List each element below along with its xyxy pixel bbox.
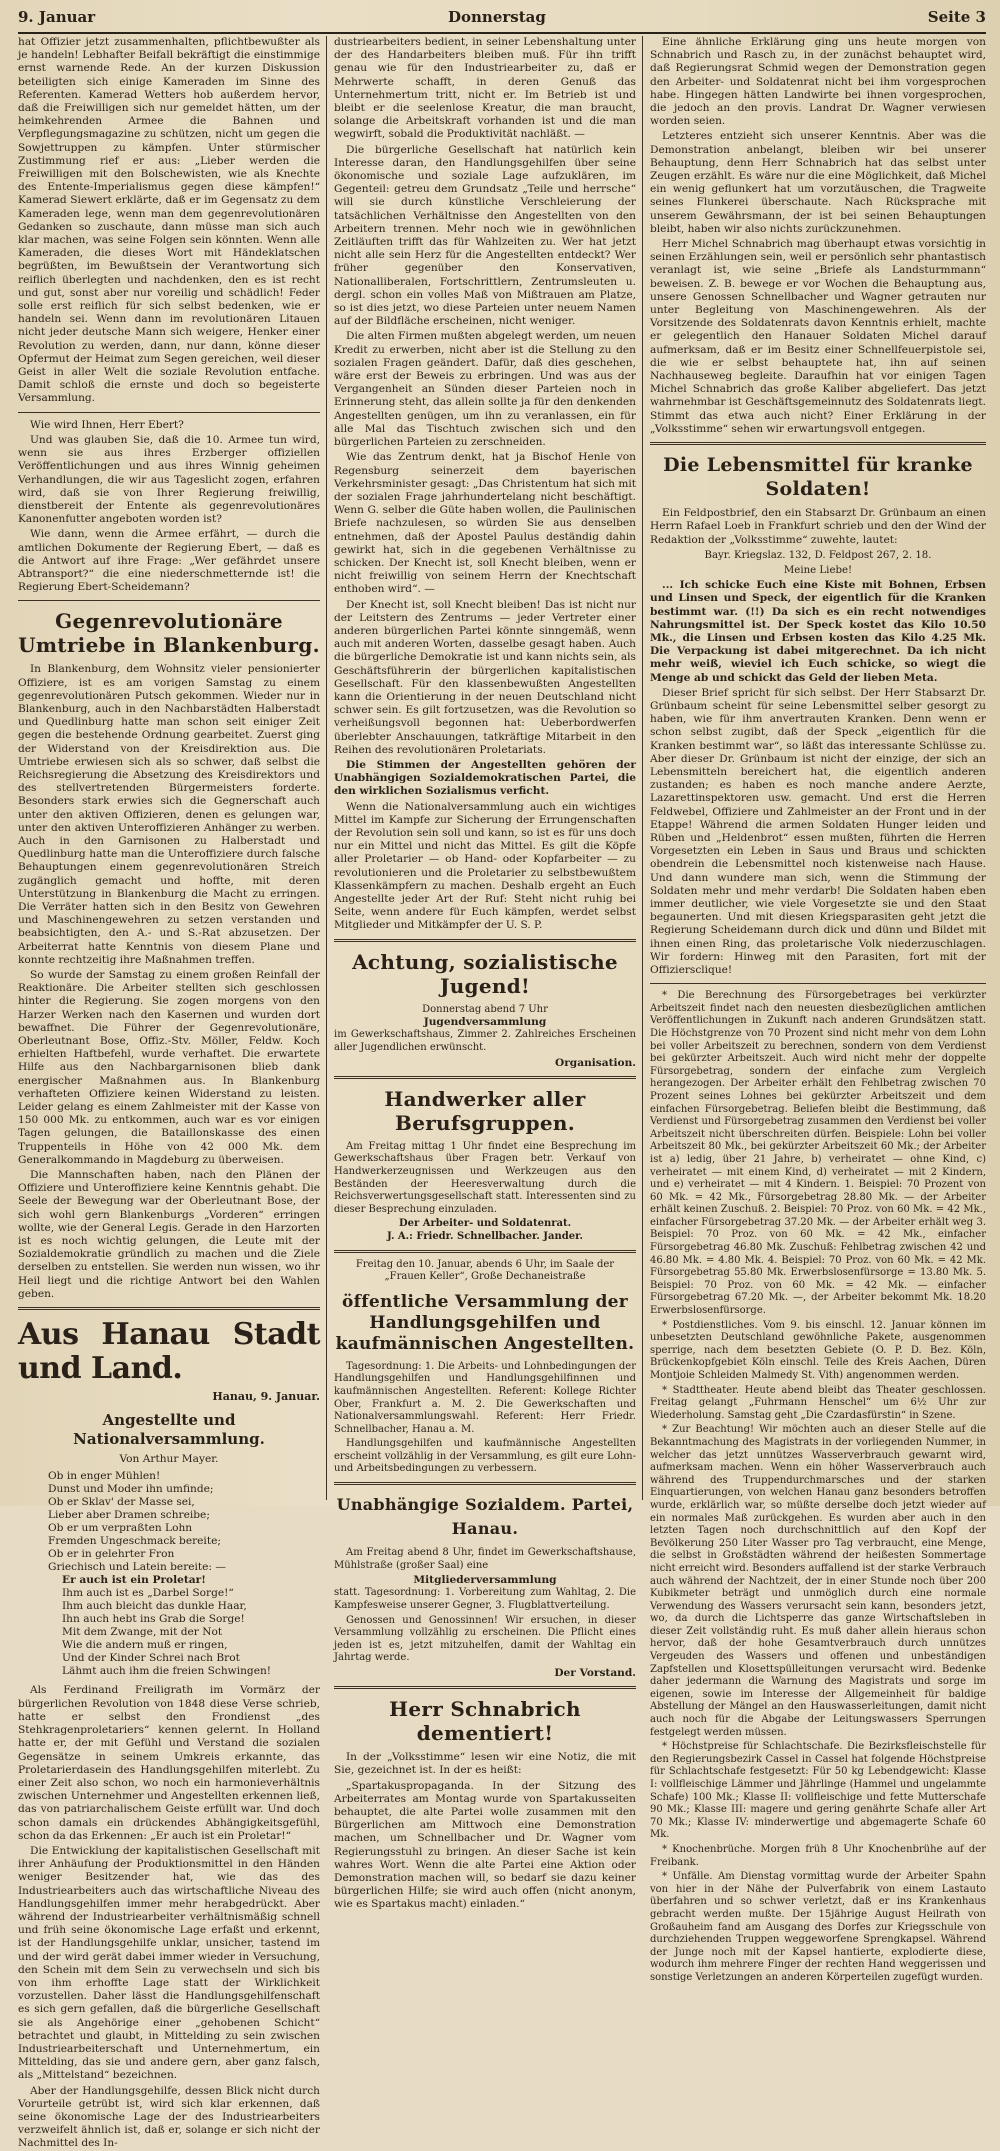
headline-jugend: Achtung, sozialistische Jugend! bbox=[352, 949, 618, 998]
letter-header: Bayr. Kriegslaz. 132, D. Feldpost 267, 2. 18. bbox=[704, 549, 932, 561]
poem-line: Griechisch und Latein bereite: — bbox=[48, 1561, 226, 1574]
headline-schnabrich: Herr Schnabrich dementiert! bbox=[389, 1697, 581, 1746]
column-3 bbox=[650, 36, 986, 1983]
local-notice: * Höchstpreise für Schlachtschafe. Die Bezirksfleischstelle für den Regierungsbezirk Cassel in Cassel hat folgende Höchstpreise für Schlachtschafe festgesetzt: Für 50 kg Lebendgewicht: Klasse I: vollfleischige Lämmer und Jährlinge (Hammel und ungelammte Schafe) 100 Mk.; Klasse II: vollfleischige und fette Mutterschafe 90 Mk.; Klasse III: magere und gering genährte Schafe aller Art 70 Mk.; Klasse IV: minderwertige und abgemagerte Schafe 60 Mk. bbox=[650, 1741, 986, 1841]
poem-line: Wie die andern muß er ringen, bbox=[62, 1639, 228, 1652]
header-date: 9. Januar bbox=[18, 8, 96, 26]
notice-signature: J. A.: Friedr. Schnellbacher. Jander. bbox=[387, 1230, 583, 1242]
headline-blankenburg: Gegenrevolutionäre Umtriebe in Blankenburg. bbox=[18, 609, 320, 658]
article-paragraph: Die Entwicklung der kapitalistischen Gesellschaft mit ihrer Anhäufung der Produktionsmittel in den Händen weniger Besitzender hat, wie das des Industriearbeiters auch das wirtschaftliche Niveau des Handlungsgehilfen immer mehr herabgedrückt. Aber während der Industriearbeiter verhältnismäßig schnell und früh seine ökonomische Lage erfaßt und erkennt, ist der Handlungsgehilfe unklar, unsicher, tastend im und der wird gerät dabei immer wieder in Versuchung, den Schein mit dem Sein zu verwechseln und sich bis von ihm erhoffte Lage statt der Wirklichkeit vorzustellen. Daher lässt die Handlungsgehilfenschaft es sich gern gefallen, daß die bürgerliche Gesellschaft sie als Angehörige einer „gehobenen Schicht“ betrachtet und glaubt, in Mittelding zu sein zwischen Industriearbeiterschaft und Unternehmertum, ein Mittelding, das sie und andere gern, aber ganz falsch, als „Mittelstand“ bezeichnen. bbox=[18, 1844, 320, 2082]
letter-body: ... Ich schicke Euch eine Kiste mit Bohnen, Erbsen und Linsen und Speck, der eigentlich für die Kranken bestimmt war. (!!) Da sich es ein recht notwendiges Nahrungsmittel ist. Der Speck kostet das Kilo 10.50 Mk., die Linsen und Erbsen kosten das Kilo 4.25 Mk. Die Verpackung ist dabei mitgerechnet. Da ich nicht mehr weiß, wieviel ich Euch schicke, so wiegt die Menge ab und schickt das Geld der lieben Meta. bbox=[650, 579, 986, 684]
local-notice: * Stadttheater. Heute abend bleibt das Theater geschlossen. Freitag gelangt „Fuhrmann Henschel“ um 6½ Uhr zur Wiederholung. Samstag geht „Die Czardasfürstin“ in Szene. bbox=[650, 1384, 986, 1421]
poem-line: Ob er Sklav' der Masse sei, bbox=[48, 1496, 195, 1509]
column-rule bbox=[326, 36, 327, 1500]
article-paragraph: Eine ähnliche Erklärung ging uns heute morgen von Schnabrich und Rasch zu, in der zunächst behauptet wird, daß Regierungsrat Schmid wegen der Demonstration gegen den Arbeiter- und Soldatenrat nicht bei ihm vorgesprochen habe. Hingegen hätten Landwirte bei ihnen vorgesprochen, die jedoch an den provis. Landrat Dr. Wagner verwiesen worden seien. bbox=[650, 36, 986, 128]
article-paragraph: Herr Michel Schnabrich mag überhaupt etwas vorsichtig in seinen Erzählungen sein, weil er persönlich sehr phantastisch veranlagt ist, wie seine „Briefe als Landsturmmann“ beweisen. Z. B. bewege er vor Wochen die Behauptung aus, unsere Genossen Schnellbacher und Wagner getrauten nur unter Begleitung von Maschinengewehren. Als der Vorsitzende des Soldatenrats davon Kenntnis erhielt, machte er gelegentlich den Hanauer Soldaten Michel darauf aufmerksam, daß er im Besitz einer Schnellfeuerpistole sei, die wie er selbst behauptete hat, ihn auf seinen Nachhauseweg begleite. Daraufhin hat vor einigen Tagen Michel Schnabrich das große Kaliber abgeliefert. Das jetzt wahrnehmbar ist Geschäftsgemeinnutz des Soldatenrats liegt. Stimmt das etwa auch nicht? Einer Erklärung in der „Volksstimme“ sehen wir erwartungsvoll entgegen. bbox=[650, 238, 986, 435]
poem-line: Lähmt auch ihm die freien Schwingen! bbox=[62, 1665, 272, 1678]
poem-line: Lieber aber Dramen schreibe; bbox=[48, 1509, 210, 1522]
headline-lebensmittel: Die Lebensmittel für kranke Soldaten! bbox=[663, 454, 973, 501]
divider bbox=[334, 939, 636, 942]
divider bbox=[334, 1686, 636, 1689]
divider bbox=[334, 1482, 636, 1485]
article-paragraph: In Blankenburg, dem Wohnsitz vieler pensionierter Offiziere, ist es am vorigen Samstag zu einem gegenrevolutionären Putsch gekommen. Wieder nur in Blankenburg, auch in den Nachbarstädten Halberstadt und Quedlinburg hatte man schon seit einiger Zeit gegen die bestehende Ordnung gearbeitet. Zuerst ging der Widerstand von der Kreisdirektion aus. Die Umtriebe erwiesen sich als so schwer, daß selbst die Reichsregierung die Absetzung des Kreisdirektors und des stellvertretenden Bürgermeisters forderte. Besonders stark erwies sich die Gegnerschaft auch unter den aktiven Offizieren, denen es gelungen war, unter den aktiven Unteroffizieren Anhänger zu werben. Auch in den Garnisonen zu Halberstadt und Quedlinburg hatte man die Unteroffiziere durch falsche Behauptungen einem gegenrevolutionären Streich zugänglich gemacht und hoffte, mit deren Unterstützung in Blankenburg die Macht zu erringen. Die Verräter hatten sich in den Besitz von Gewehren und Maschinengewehren zu setzen verstanden und beabsichtigten, den A.- und S.-Rat abzusetzen. Der Arbeiterrat hatte Kenntnis von diesem Plane und konnte rechtzeitig ihre Maßnahmen treffen. bbox=[18, 663, 320, 966]
poem-line: Und der Kinder Schrei nach Brot bbox=[62, 1652, 240, 1665]
divider bbox=[334, 1250, 636, 1253]
notice-paragraph: Tagesordnung: 1. Die Arbeits- und Lohnbedingungen der Handlungsgehilfen und Handlungsgehilfinnen und kaufmännischen Angestellten. Referent: Kollege Richter Ober, Frankfurt a. M. 2. Die Gewerkschaften und Nationalversammlungswahl. Referent: Herr Friedr. Schnellbacher, Hanau a. M. bbox=[334, 1360, 636, 1435]
article-paragraph: Wie wird Ihnen, Herr Ebert? bbox=[30, 418, 184, 431]
column-1 bbox=[18, 36, 320, 2150]
article-paragraph: Die Stimmen der Angestellten gehören der Unabhängigen Sozialdemokratischen Partei, die den wirklichen Sozialismus verficht. bbox=[334, 758, 636, 798]
poem-line: Fremden Ungeschmack bereite; bbox=[48, 1535, 221, 1548]
article-paragraph: Der Knecht ist, soll Knecht bleiben! Das ist nicht nur der Leitstern des Zentrums — jeder Vertreter einer anderen bürgerlichen Partei könnte sinngemäß, wenn auch mit anderen Worten, dasselbe gesagt haben. Auch die bürgerliche Demokratie ist und kann nichts sein, als Geschäftsführerin der bürgerlichen kapitalistischen Gesellschaft. Für den klassenbewußten Angestellten kann die Orientierung in der neuen Deutschland nicht schwer sein. Es gilt fortzusetzen, was die Revolution so verheißungsvoll begonnen hat: Ueberbordwerfen überlebter Anschauungen, tatkräftige Mitarbeit in den Reihen des revolutionären Proletariats. bbox=[334, 598, 636, 756]
divider bbox=[18, 1307, 320, 1310]
header-page-number: Seite 3 bbox=[927, 8, 986, 26]
article-paragraph: Wie dann, wenn die Armee erfährt, — durch die amtlichen Dokumente der Regierung Ebert, — daß es die Antwort auf ihre Frage: „Wer gefährdet unsere Abtransport?“ die eine niederschmetternde ist! die Regierung Ebert-Scheidemann? bbox=[18, 528, 320, 594]
poem-line: Ob in enger Mühlen! bbox=[48, 1470, 161, 1483]
local-notice: * Zur Beachtung! Wir möchten auch an dieser Stelle auf die Bekanntmachung des Magistrats in der vorliegenden Nummer, in welcher das jetzt unnützes Wasserverbrauch gewarnt wird, aufmerksam machen. Wenn ein höher Wasserverbrauch auch während des Truppendurchmarsches und der starken Einquartierungen, von welchen Hanau ganz besonders betroffen wurde, erklärlich war, so müßte derselbe doch jetzt wieder auf ein normales Maß zurückgehen. Es wurden aber auch in den letzten Tagen noch durchschnittlich auf den Kopf der Bevölkerung 250 Liter Wasser pro Tag verbraucht, eine Menge, die selbst in Großstädten während der heißesten Sommertage nicht erreicht wird. Besonders auffallend ist der starke Verbrauch auch während der Nachtzeit, der in einer Stunde noch über 200 Kubikmeter beträgt und unmöglich durch eine normale Verwendung des Wassers verursacht sein kann, besonders jetzt, wo, da durch die Lichtsperre das ganze Wirtschaftsleben in dieser Zeit vollständig ruht. Es muß daher allein hieraus schon hervor, daß der hohe Gesamtverbrauch durch unnützes Vergeuden des Wassers und offenen und unbeständigen Zapfstellen und Klosettspülleitungen verursacht wird. Bedenke daher jedermann die Warnung des Magistrats und sorge im eigenen, sowie im Interesse der Allgemeinheit für baldige Abstellung der Mängel an den Hauswasserleitungen, damit nicht auch noch für die Abgabe der Leitungswassers Sperrungen festgelegt werden müssen. bbox=[650, 1424, 986, 1738]
poem-line: Ihm auch ist es „Darbel Sorge!“ bbox=[62, 1587, 234, 1600]
article-paragraph: hat Offizier jetzt zusammenhalten, pflichtbewußter als je handeln! Lebhafter Beifall bekräftigt die einstimmige ernst warnende Rede. An der kurzen Diskussion beteiligten sich einige Kameraden im Sinne des Referenten. Kamerad Wetters hob außerdem hervor, daß die Freiwilligen sich nur gemeldet hätten, um der heimkehrenden Armee die Bahnen und Verpflegungsmagazine zu schützen, nicht um gegen die Sowjettruppen zu kämpfen. Unter stürmischer Zustimmung rief er aus: „Lieber werden die Freiwilligen mit den Bolschewisten, wie als Knechte des Entente-Imperialismus gegen diese kämpfen!“ Kamerad Siewert erklärte, daß er im Gegensatz zu dem Kameraden lege, wenn man dem gegenrevolutionären Gedanken so zuschaute, dann müsse man sich auch klar machen, was seine Folgen sein könnten. Wenn alle Kameraden, die dieses Wort mit Händeklatschen begrüßten, im Bewußtsein der Verantwortung sich reiflich überlegten und nachdenken, den es ist recht und gut, sonst aber nur voreilig und schädlich! Feder solle erst reiflich für sich selbst bedenken, wie er handeln sei. Wenn dann im revolutionären Litauen nicht jeder deutsche Mann sich weigere, Henker einer Revolution zu werden, dann, nur dann, könne dieser Opfermut der Heimat zum Segen gereichen, weil dieser Geist in aller Welt die soziale Revolution entfache. Damit schloß die ernste und doch so begeisterte Versammlung. bbox=[18, 36, 320, 405]
column-2 bbox=[334, 36, 637, 1911]
page-header bbox=[18, 4, 986, 34]
poem-line: Ob er um verpraßten Lohn bbox=[48, 1522, 193, 1535]
poem-line: Dunst und Moder ihn umfinde; bbox=[48, 1483, 214, 1496]
byline: Von Arthur Mayer. bbox=[119, 1453, 219, 1466]
local-notice: * Unfälle. Am Dienstag vormittag wurde der Arbeiter Spahn von hier in der Nähe der Pulverfabrik von einem Lastauto überfahren und so schwer verletzt, daß er ins Krankenhaus gebracht werden mußte. Der 15jährige August Heilrath von Großauheim fand am Ausgang des Dorfes zur Kriegsschule von durchziehenden Truppen weggeworfene Sprengkapsel. Während der Junge noch mit der Kapsel hantierte, explodierte diese, wodurch ihm mehrere Finger der rechten Hand weggerissen und sonstige Verletzungen an anderen Körperteilen zugefügt wurden. bbox=[650, 1871, 986, 1983]
poem bbox=[48, 1470, 320, 1678]
headline-handwerker: Handwerker aller Berufsgruppen. bbox=[384, 1086, 586, 1135]
column-rule bbox=[642, 36, 643, 1500]
notice-line: im Gewerkschaftshaus, Zimmer 2. Zahlreiches Erscheinen aller Jugendlichen erwünscht. bbox=[334, 1029, 636, 1053]
poem-line: Er auch ist ein Proletar! bbox=[62, 1574, 206, 1587]
section-title-local-news: Aus Hanau Stadt und Land. bbox=[18, 1317, 320, 1387]
poem-line: Mit dem Zwange, mit der Not bbox=[62, 1626, 223, 1639]
notice-paragraph: statt. Tagesordnung: 1. Vorbereitung zum Wahltag, 2. Die Kampfesweise unserer Gegner, 3. Flugblattverteilung. bbox=[334, 1587, 636, 1612]
divider bbox=[18, 600, 320, 601]
notice-paragraph: Genossen und Genossinnen! Wir ersuchen, in dieser Versammlung vollzählig zu erscheinen. Die Pflicht eines jeden ist es, jetzt mitzuhelfen, damit der Wahltag ein Jahrtag werde. bbox=[334, 1614, 636, 1664]
divider bbox=[650, 442, 986, 445]
headline-versammlung: öffentliche Versammlung der Handlungsgehilfen und kaufmännischen Angestellten. bbox=[335, 1291, 635, 1354]
article-paragraph: Letzteres entzieht sich unserer Kenntnis. Aber was die Demonstration anbelangt, bleiben wir bei unserer Behauptung, denn Herr Schnabrich hat das selbst unter Zeugen erzählt. Es wäre nur die eine Möglichkeit, daß Michel ein wenig geflunkert hat um vorzutäuschen, die Tragweite seines Flunkerei überschaute. Nach Rücksprache mit unserem Gewährsmann, der ist bei seinen Behauptungen bleibt, haben wir also nichts zurückzunehmen. bbox=[650, 130, 986, 235]
article-paragraph: Ein Feldpostbrief, den ein Stabsarzt Dr. Grünbaum an einen Herrn Rafael Loeb in Frankfurt schrieb und den der Wind der Redaktion der „Volksstimme“ zuwehte, lautet: bbox=[650, 507, 986, 546]
notice-line: Freitag den 10. Januar, abends 6 Uhr, im Saale der „Frauen Keller“, Große Dechaneistraße bbox=[355, 1258, 615, 1283]
notice-line: Jugendversammlung bbox=[423, 1016, 547, 1029]
local-notice: * Postdienstliches. Vom 9. bis einschl. 12. Januar können im unbesetzten Deutschland gewöhnliche Pakete, ausgenommen sperrige, nach dem besetzten Gebiete (O. P. D. Bez. Köln, Brückenkopfgebiet Köln einschl. Teile des Kreis Aachen, Düren Montjoie Schleiden Malmedy St. Vith) angenommen werden. bbox=[650, 1319, 986, 1382]
notice-line: Mitgliederversammlung bbox=[413, 1574, 557, 1587]
notice-paragraph: Am Freitag mittag 1 Uhr findet eine Besprechung im Gewerkschaftshaus über Fragen betr. Verkauf von Handwerkerzeugnissen und Werkzeugen aus den Beständen der Heeresverwaltung durch die Reichsverwertungsgesellschaft statt. Interessenten sind zu dieser Besprechung einzuladen. bbox=[334, 1140, 636, 1215]
article-paragraph: Wie das Zentrum denkt, hat ja Bischof Henle von Regensburg seinerzeit dem bayerischen Verkehrsminister gesagt: „Das Christentum hat sich mit der sozialen Frage jahrhundertelang nicht beschäftigt. Wenn G. selber die Güte haben wollen, die Paulinischen Briefe nachzulesen, so würden Sie aus denselben entnehmen, daß der Apostel Paulus deständig dahin gewirkt hat, sich in die gegebenen Verhältnisse zu schicken. Der Knecht ist, soll Knecht bleiben, wenn er nicht freiwillig von seinem Herrn der Knechtschaft enthoben wird“. — bbox=[334, 451, 637, 596]
letter-salutation: Meine Liebe! bbox=[783, 564, 853, 576]
notice-signature: Der Arbeiter- und Soldatenrat. bbox=[398, 1218, 572, 1230]
poem-line: Ihm auch bleicht das dunkle Haar, bbox=[62, 1600, 247, 1613]
article-paragraph: In der „Volksstimme“ lesen wir eine Notiz, die mit Sie, gezeichnet ist. In der es heißt: bbox=[334, 1751, 636, 1777]
article-paragraph: So wurde der Samstag zu einem großen Reinfall der Reaktionäre. Die Arbeiter stellten sich geschlossen hinter die Regierung. Sie zogen morgens von den Harzer Werken nach den Kasernen und wurden dort bewaffnet. Die Führer der Gegenrevolutionäre, Oberleutnant Bose, Offiz.-Stv. Möller, Feldw. Koch erhielten Haftbefehl, wurde verhaftet. Die erwartete Hilfe aus den Nachbargarnisonen blieb dank energischer Maßnahmen aus. In Blankenburg verhafteten Offiziere keinen Widerstand zu leisten. Leider gelang es einem Zahlmeister mit der Kasse von 150 000 Mk. zu entkommen, auch war es vor einigen Tagen gelungen, die Bataillonskasse des einen Truppenteils in Höhe von 42 000 Mk. dem Generalkommando in Magdeburg zu überweisen. bbox=[18, 969, 320, 1166]
article-paragraph: Die alten Firmen mußten abgelegt werden, um neuen Kredit zu erwerben, nicht aber ist die Stellung zu den sozialen Fragen geändert. Dafür, daß dies geschehen, wäre erst der Beweis zu erbringen. Und was aus der Vergangenheit an Sünden dieser Parteien noch in Erinnerung steht, das allein sollte ja für den denkenden Angestellten genügen, um ihn zu veranlassen, ein für alle Mal das Tischtuch zwischen sich und den bürgerlichen Parteien zu zerschneiden. bbox=[334, 330, 636, 449]
article-paragraph: Die bürgerliche Gesellschaft hat natürlich kein Interesse daran, den Handlungsgehilfen über seine ökonomische und soziale Lage aufzuklären, im Gegenteil: getreu dem Grundsatz „Teile und herrsche“ will sie durch künstliche Verschleierung der tatsächlichen Verhältnisse den Angestellten von den Arbeitern trennen. Mehr noch wie in gewöhnlichen Zeitläuften trifft das für Wahlzeiten zu. Wer hat jetzt nicht alle sein Herz für die Angestellten entdeckt? Wer früher gegenüber den Konservativen, Nationalliberalen, Fortschrittlern, Zentrumsleuten u. dergl. schon ein volles Maß von Mißtrauen am Platze, so ist dies jetzt, wo diese Parteien unter neuem Namen auf der Bildfläche erscheinen, nicht weniger. bbox=[334, 143, 636, 328]
notice-line: Donnerstag abend 7 Uhr bbox=[422, 1003, 548, 1015]
poem-line: Ihn auch hebt ins Grab die Sorge! bbox=[62, 1613, 245, 1626]
notice-paragraph: Handlungsgehilfen und kaufmännische Angestellten erscheint vollzählig in der Versammlung, es gilt eure Lohn- und Arbeitsbedingungen zu verbessern. bbox=[334, 1438, 636, 1475]
article-paragraph: Und was glauben Sie, daß die 10. Armee tun wird, wenn sie aus ihres Erzberger offiziellen Veröffentlichungen und aus ihres Winnig geheimen Verhandlungen, die wir aus Tageslicht zogen, erfahren wird, daß sie von Ihrer Regierung freiwillig, dienstbereit der Entente als gegenrevolutionäres Kanonenfutter angeboten worden ist? bbox=[18, 433, 320, 526]
headline-uspd-hanau: Unabhängige Sozialdem. Partei, Hanau. bbox=[336, 1495, 634, 1539]
article-paragraph: Wenn die Nationalversammlung auch ein wichtiges Mittel im Kampfe zur Sicherung der Errungenschaften der Revolution sein soll und kann, so ist es für uns doch nur ein Mittel und nicht das Mittel. Es gilt die Köpfe aller Proletarier — ob Hand- oder Kopfarbeiter — zu revolutionieren und die Proletarier zu selbstbewußtem Klassenkämpfern zu machen. Deshalb ergeht an Euch Angestellte jeder Art der Ruf: Steht nicht ruhig bei Seite, wenn andere für Euch kämpfen, werdet selbst Mitglieder und Mitkämpfer der U. S. P. bbox=[334, 800, 636, 932]
divider bbox=[18, 412, 320, 413]
notice-signature: Organisation. bbox=[554, 1056, 636, 1069]
dateline: Hanau, 9. Januar. bbox=[212, 1390, 320, 1404]
local-notice: * Knochenbrüche. Morgen früh 8 Uhr Knochenbrühe auf der Freibank. bbox=[650, 1843, 986, 1868]
article-paragraph: Die Mannschaften haben, nach den Plänen der Offiziere und Unteroffiziere keine Kenntnis gehabt. Die Seele der Bewegung war der Oberleutnant Bose, der sich wohl gern Blankenburgs „Vorderen“ erringen wollte, wie der General Legis. Gerade in den Harzorten ist es noch wichtig gelungen, die Leute mit der Sozialdemokratie gründlich zu machen und die Ziele derselben zu entstellen. Sie werden nun wissen, wo ihr Heil liegt und die richtige Antwort bei den Wahlen geben. bbox=[18, 1169, 320, 1300]
article-paragraph: Aber der Handlungsgehilfe, dessen Blick nicht durch Vorurteile getrübt ist, wird sich klar erkennen, daß seine ökonomische Lage der des Industriearbeiters verzweifelt ähnlich ist, daß er, solange er sich nicht der Nachmittel des In- bbox=[18, 2084, 320, 2150]
header-day: Donnerstag bbox=[448, 8, 546, 26]
notice-signature: Der Vorstand. bbox=[554, 1667, 636, 1680]
headline-angestellte: Angestellte und Nationalversammlung. bbox=[73, 1411, 265, 1449]
article-paragraph: Dieser Brief spricht für sich selbst. Der Herr Stabsarzt Dr. Grünbaum scheint für seine Lebensmittel selber gesorgt zu haben, wie für ihm anvertrauten Kranken. Denn wenn er schon selbst zugibt, daß der Speck „eigentlich für die Kranken bestimmt war“, so läßt das interessante Schlüsse zu. Aber dieser Dr. Grünbaum ist nicht der einzige, der sich an Lebensmitteln bereichert hat, die eigentlich anderen zustanden; es haben es noch manche andere Aerzte, Lazarettinspektoren usw. gemacht. Und erst die Herren Feldwebel, Offiziere und Zahlmeister an der Front und in der Etappe! Während die armen Soldaten Hunger leiden und Rüben und „Heldenbrot“ essen mußten, führten die Herren Vorgesetzten ein Leben in Saus und Braus und schickten obendrein die Lebensmittel noch kistenweise nach Hause. Und dann wundere man sich, wenn die Stimmung der Soldaten mehr und mehr verdarb! Die Soldaten haben eben immer deutlicher, wie viele Vorgesetzte sie und den Staat begaunerten. Und mit diesen Kriegsparasiten geht jetzt die Regierung Scheidemann durch dick und dünn und Bildet mit ihnen einen Ring, das proletarische Volk niederzuschlagen. Wir fordern: Hinweg mit den Parasiten, fort mit der Offiziersclique! bbox=[650, 686, 986, 976]
local-notice: * Die Berechnung des Fürsorgebetrages bei verkürzter Arbeitszeit findet nach den neuesten diesbezüglichen amtlichen Veröffentlichungen in Zukunft nach anderen Grundsätzen statt. Die Höchstgrenze von 70 Prozent sind nicht mehr von dem Lohn bei voller Arbeitszeit zu berechnen, sondern von dem Verdienst bei gekürzter Arbeitszeit. Auch wird nicht mehr der doppelte Fürsorgebetrag, sondern der einfache zum Vergleich herangezogen. Der Arbeiter erhält den Fehlbetrag zwischen 70 Prozent seines Lohnes bei gekürzter Arbeitszeit und dem einfachen Fürsorgebetrag. Beliefen bleibt die Bestimmung, daß Verdienst und Fürsorgebetrag zusammen den Verdienst bei voller Arbeitszeit nicht überschreiten dürfen. Beispiele: Lohn bei voller Arbeitszeit 80 Mk., bei gekürzter Arbeitszeit 60 Mk.; der Arbeiter ist a) ledig, über 21 Jahre, b) verheiratet — ohne Kind, c) verheiratet — mit einem Kind, d) verheiratet — mit 2 Kindern, und e) verheiratet — mit 4 Kindern. 1. Beispiel: 70 Prozent von 60 Mk. = 42 Mk., Fürsorgebetrag 28.80 Mk. — der Arbeiter erhält keinen Zuschuß. 2. Beispiel: 70 Proz. von 60 Mk. = 42 Mk., einfacher Fürsorgebetrag 37.20 Mk. — der Arbeiter erhält weg 3. Beispiel: 70 Proz. von 60 Mk. = 42 Mk., einfacher Fürsorgebetrag 46.80 Mk. Zuschuß: Fehlbetrag zwischen 42 und 46.80 Mk. = 4.80 Mk. 4. Beispiel: 70 Proz. von 60 Mk. = 42 Mk. Fürsorgebetrag 55.80 Mk. Erwerbslosenfürsorge = 13.80 Mk. 5. Beispiel: 70 Proz. von 60 Mk. = 42 Mk. — einfacher Fürsorgebetrag 67.20 Mk. —, der Arbeiter bekommt Mk. 18.20 Erwerbslosenfürsorge. bbox=[650, 990, 986, 1317]
article-paragraph: „Spartakuspropaganda. In der Sitzung des Arbeiterrates am Montag wurde von Spartakusseiten behauptet, die alte Partei wolle zusammen mit den Bürgerlichen am Mittwoch eine Demonstration machen, um Schnellbacher und Dr. Wagner vom Regierungsstuhl zu bringen. An dieser Sache ist kein wahres Wort. Wenn die alte Partei eine Aktion oder Demonstration machen will, so bedarf sie dazu keiner bürgerlichen Hilfe; sie wird auch offen (nicht anonym, wie es Spartakus macht) einladen.“ bbox=[334, 1779, 636, 1911]
article-paragraph: Als Ferdinand Freiligrath im Vormärz der bürgerlichen Revolution von 1848 diese Verse schrieb, hatte er selbst den Frondienst „des Stehkragenproletariers“ kennen gelernt. In Holland hatte er, der mit Gefühl und Verstand die sozialen Gegensätze in seinem Umkreis erkannte, das Proletarierdasein des Handlungsgehilfen miterlebt. Zu einer Zeit also schon, wo noch ein harmonieverhältnis zwischen Unternehmer und Angestellten erkennen ließ, das von patriarchalischem Geiste erfüllt war. Und doch schon damals ein drückendes Abhängigkeitsgefühl, schon da das Erkennen: „Er auch ist ein Proletar!“ bbox=[18, 1684, 320, 1842]
divider bbox=[334, 1076, 636, 1079]
divider bbox=[650, 983, 986, 984]
poem-line: Ob er in gelehrter Fron bbox=[48, 1548, 175, 1561]
article-paragraph: dustriearbeiters bedient, in seiner Lebenshaltung unter der des Handarbeiters bleiben muß. Für ihn trifft genau wie für den Industriearbeiter zu, daß er Mehrwerte schafft, in deren Genuß das Unternehmertum tritt, nicht er. Im Betrieb ist und bleibt er die seelenlose Kreatur, die man braucht, solange die Arbeitskraft vorhanden ist und die man wegwirft, sobald die Produktivität nachläßt. — bbox=[334, 36, 636, 141]
notice-paragraph: Am Freitag abend 8 Uhr, findet im Gewerkschaftshause, Mühlstraße (großer Saal) eine bbox=[334, 1547, 636, 1571]
